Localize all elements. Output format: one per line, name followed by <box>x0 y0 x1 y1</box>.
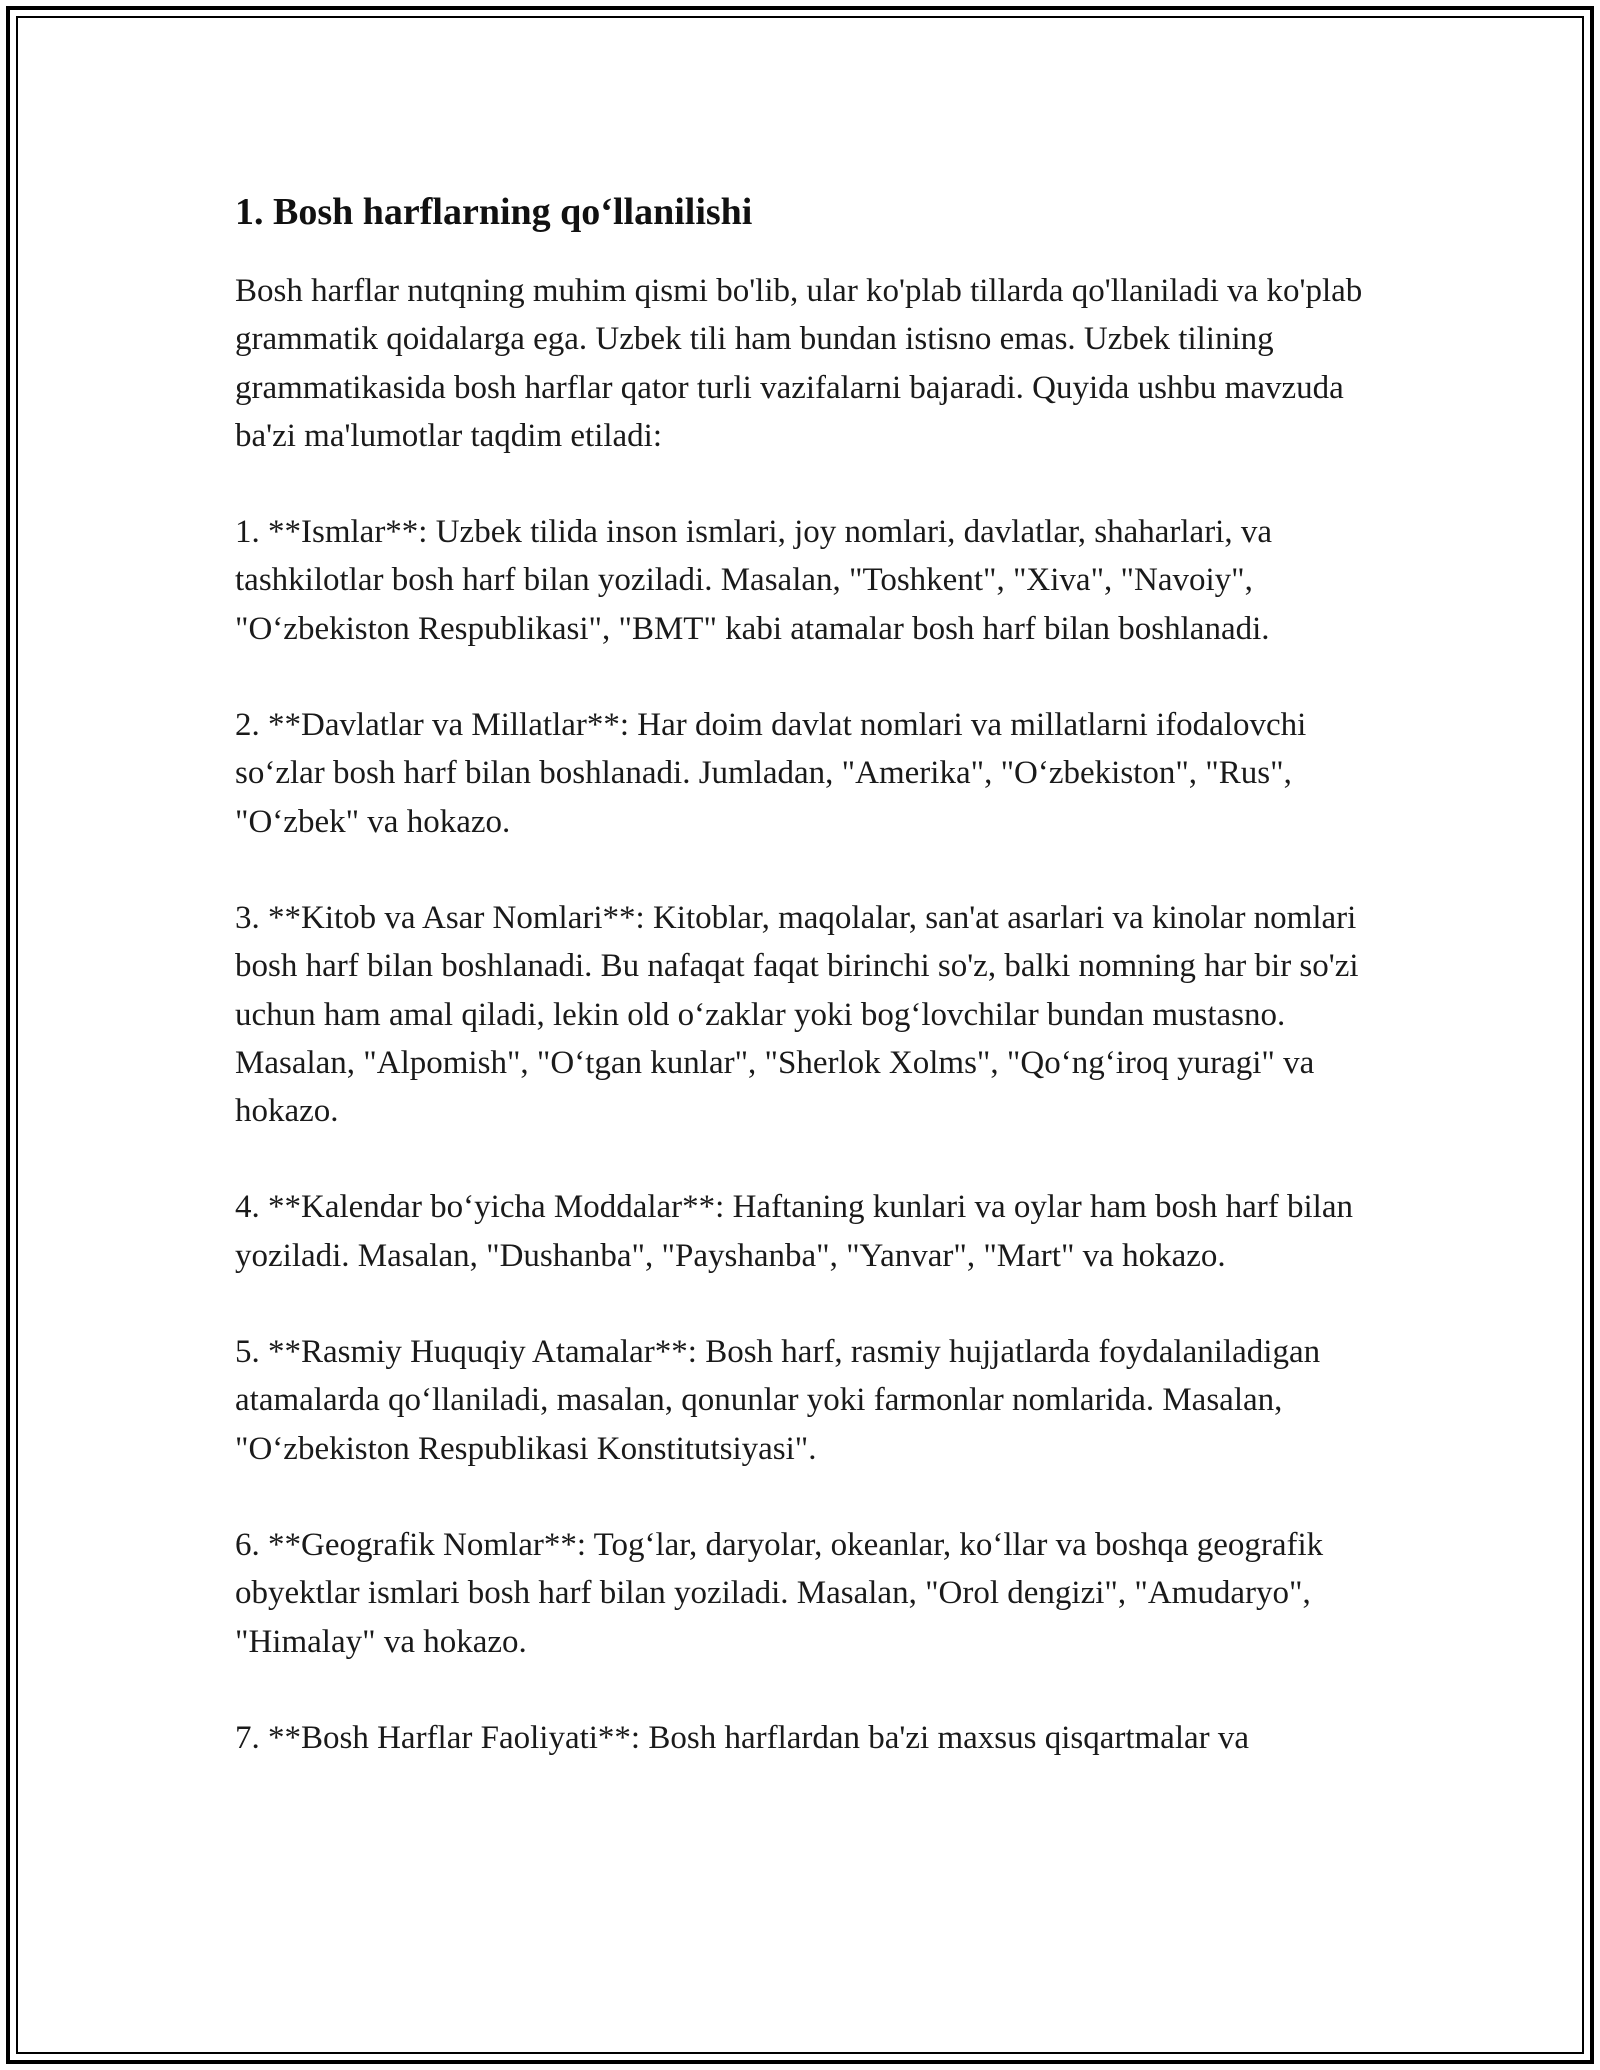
list-item-kitob-asar-nomlari: 3. **Kitob va Asar Nomlari**: Kitoblar, maqolalar, san'at asarlari va kinolar nomlari bosh harf bilan boshlanadi. Bu nafaqat faqat birinchi so'z, balki nomning har bir so'zi uchun ham amal qiladi, lekin old o‘zaklar yoki bog‘lovchilar bundan mustasno. Masalan, "Alpomish", "O‘tgan kunlar", "Sherlok Xolms", "Qo‘ng‘iroq yuragi" va hokazo. <box>235 899 1359 1130</box>
list-item-davlatlar-millatlar: 2. **Davlatlar va Millatlar**: Har doim davlat nomlari va millatlarni ifodalovchi so‘zlar bosh harf bilan boshlanadi. Jumladan, "Amerika", "O‘zbekiston", "Rus", "O‘zbek" va hokazo. <box>235 707 1307 840</box>
list-item-bosh-harflar-faoliyati: 7. **Bosh Harflar Faoliyati**: Bosh harflardan ba'zi maxsus qisqartmalar va <box>235 1719 1250 1756</box>
list-item-kalendar-moddalar: 4. **Kalendar bo‘yicha Moddalar**: Haftaning kunlari va oylar ham bosh harf bilan yoziladi. Masalan, "Dushanba", "Payshanba", "Yanvar", "Mart" va hokazo. <box>235 1189 1353 1274</box>
section-heading: 1. Bosh harflarning qo‘llanilishi <box>235 191 753 233</box>
list-item-ismlar: 1. **Ismlar**: Uzbek tilida inson ismlari, joy nomlari, davlatlar, shaharlari, va tashkilotlar bosh harf bilan yoziladi. Masalan, "Toshkent", "Xiva", "Navoiy", "O‘zbekiston Respublikasi", "BMT" kabi atamalar bosh harf bilan boshlanadi. <box>235 514 1273 647</box>
intro-paragraph: Bosh harflar nutqning muhim qismi bo'lib, ular ko'plab tillarda qo'llaniladi va ko'plab grammatik qoidalarga ega. Uzbek tili ham bundan istisno emas. Uzbek tilining grammatikasida bosh harflar qator turli vazifalarni bajaradi. Quyida ushbu mavzuda ba'zi ma'lumotlar taqdim etiladi: <box>235 273 1363 454</box>
list-item-rasmiy-huquqiy-atamalar: 5. **Rasmiy Huquqiy Atamalar**: Bosh harf, rasmiy hujjatlarda foydalaniladigan atamalarda qo‘llaniladi, masalan, qonunlar yoki farmonlar nomlarida. Masalan, "O‘zbekiston Respublikasi Konstitutsiyasi". <box>235 1334 1321 1467</box>
list-item-geografik-nomlar: 6. **Geografik Nomlar**: Tog‘lar, daryolar, okeanlar, ko‘llar va boshqa geografik obyektlar ismlari bosh harf bilan yoziladi. Masalan, "Orol dengizi", "Amudaryo", "Himalay" va hokazo. <box>235 1526 1324 1660</box>
document-body <box>235 185 1370 1810</box>
